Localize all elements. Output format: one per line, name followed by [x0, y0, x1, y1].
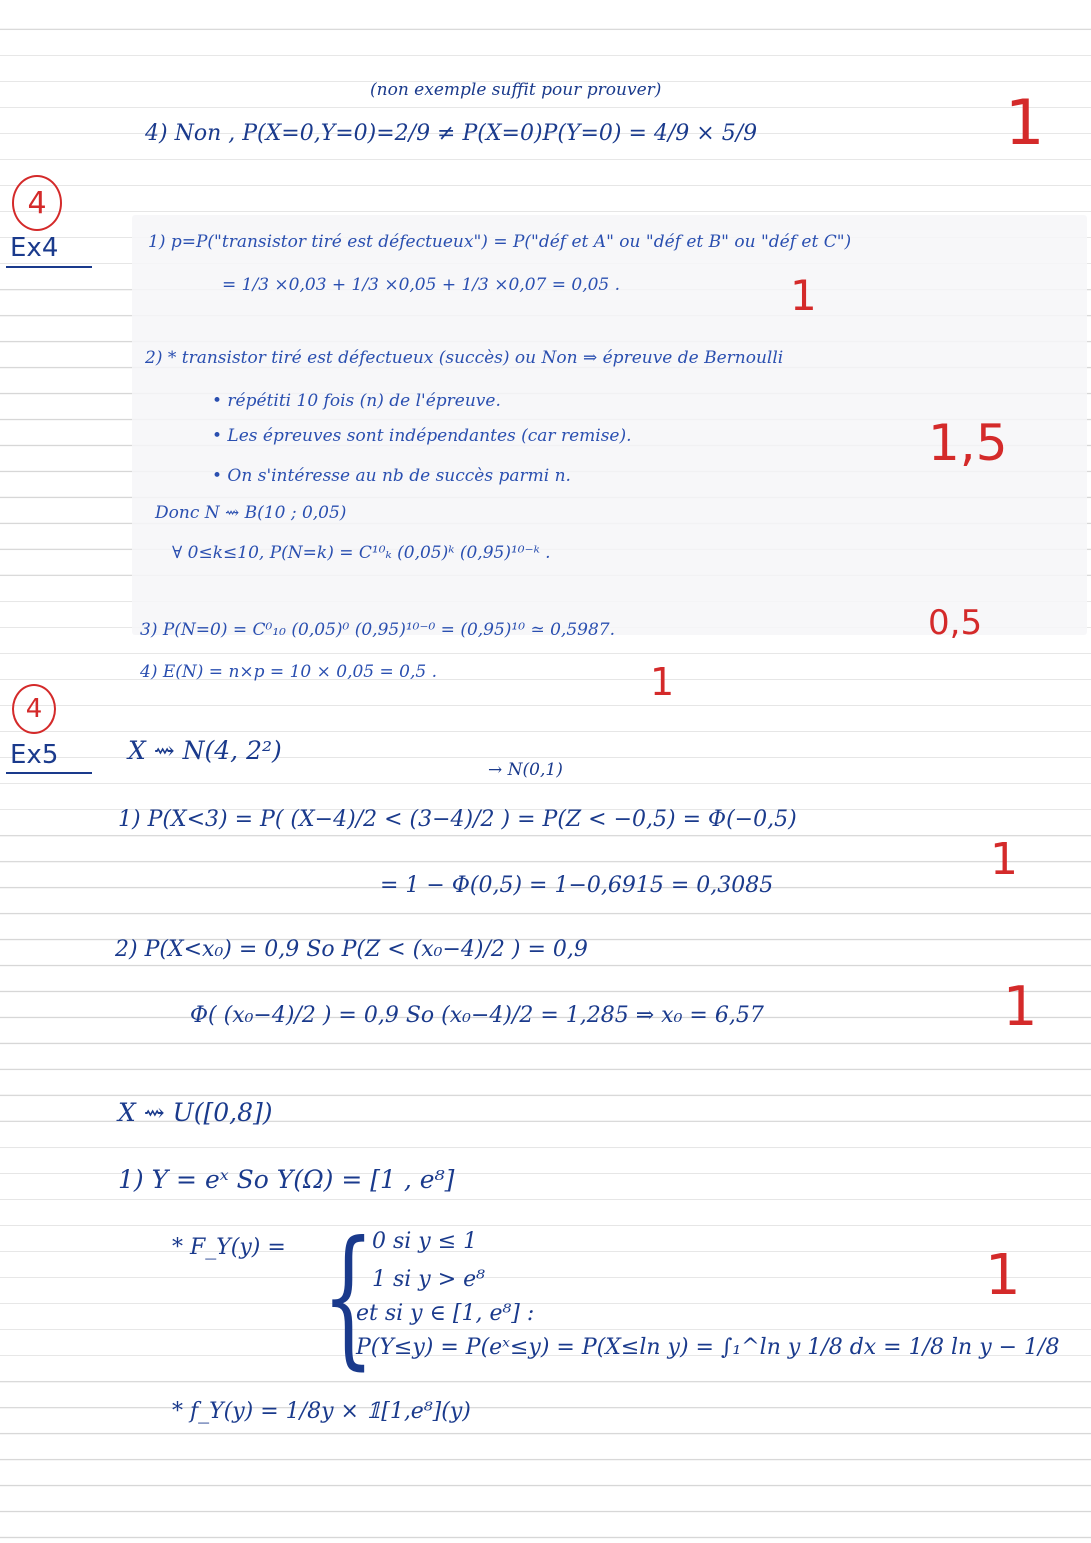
top-note: (non exemple suffit pour prouver): [370, 80, 662, 100]
ex5-density: * f_Y(y) = 1/8y × 𝟙[1,e⁸](y): [172, 1399, 471, 1424]
ex5-uniform-law: X ⇝ U([0,8]): [118, 1098, 273, 1127]
ex4-q2-line6: ∀ 0≤k≤10, P(N=k) = C¹⁰ₖ (0,05)ᵏ (0,95)¹⁰⁻ᵏ .: [172, 543, 551, 563]
ex5-cdf-label: * F_Y(y) =: [172, 1235, 286, 1260]
ex5-u1: 1) Y = eˣ So Y(Ω) = [1 , e⁸]: [118, 1165, 455, 1194]
piecewise-brace: {: [322, 1210, 375, 1384]
ex4-q3: 3) P(N=0) = C⁰₁₀ (0,05)⁰ (0,95)¹⁰⁻⁰ = (0,95)¹⁰ ≃ 0,5987.: [140, 620, 616, 640]
top-line: 4) Non , P(X=0,Y=0)=2/9 ≠ P(X=0)P(Y=0) = 4/9 × 5/9: [145, 121, 758, 146]
top-score: 1: [1005, 86, 1045, 159]
ex4-q1-line1: 1) p=P("transistor tiré est défectueux") = P("déf et A" ou "déf et B" ou "déf et C"): [148, 232, 852, 252]
ex5-cdf-case2: 1 si y > e⁸: [372, 1267, 485, 1292]
ex5-label-underline: [6, 772, 92, 774]
ex5-cdf-score: 1: [985, 1243, 1021, 1308]
ex5-q2-line1: 2) P(X<x₀) = 0,9 So P(Z < (x₀−4)/2 ) = 0,9: [115, 937, 588, 962]
ex5-q1-line2: = 1 − Φ(0,5) = 1−0,6915 = 0,3085: [380, 873, 774, 898]
ex4-q2-line2: • répétiti 10 fois (n) de l'épreuve.: [212, 391, 501, 411]
ex5-standard-normal-note: → N(0,1): [488, 760, 563, 780]
ex5-cdf-case3: et si y ∈ [1, e⁸] :: [356, 1301, 535, 1326]
ex4-q2-line1: 2) * transistor tiré est défectueux (succès) ou Non ⇒ épreuve de Bernoulli: [145, 348, 784, 368]
ex5-cdf-case3-detail: P(Y≤y) = P(eˣ≤y) = P(X≤ln y) = ∫₁^ln y 1/8 dx = 1/8 ln y − 1/8: [356, 1335, 1060, 1360]
ex4-label: Ex4: [10, 233, 59, 263]
ex4-q2-line3: • Les épreuves sont indépendantes (car remise).: [212, 426, 632, 446]
ex5-q2-score: 1: [1003, 975, 1038, 1038]
ex4-label-underline: [6, 266, 92, 268]
ex4-q4: 4) E(N) = n×p = 10 × 0,05 = 0,5 .: [140, 662, 438, 682]
ex4-q3-score: 0,5: [928, 603, 983, 643]
ex5-label: Ex5: [10, 740, 59, 770]
ex4-q1-score: 1: [790, 271, 817, 320]
ex4-q1-line2: = 1/3 ×0,03 + 1/3 ×0,05 + 1/3 ×0,07 = 0,05 .: [222, 275, 621, 295]
ex5-q1-score: 1: [990, 834, 1018, 885]
ex4-q4-score: 1: [650, 660, 675, 704]
ex4-q2-line5: Donc N ⇝ B(10 ; 0,05): [155, 503, 347, 523]
ex5-badge: 4: [12, 684, 56, 734]
ex4-q2-score: 1,5: [928, 414, 1008, 472]
ex5-law: X ⇝ N(4, 2²): [128, 736, 282, 765]
ex4-q2-line4: • On s'intéresse au nb de succès parmi n.: [212, 466, 571, 486]
ex5-q2-line2: Φ( (x₀−4)/2 ) = 0,9 So (x₀−4)/2 = 1,285 ⇒ x₀ = 6,57: [190, 1003, 764, 1028]
ex5-q1-line1: 1) P(X<3) = P( (X−4)/2 < (3−4)/2 ) = P(Z < −0,5) = Φ(−0,5): [118, 807, 797, 832]
ex4-badge: 4: [12, 175, 62, 231]
ex5-cdf-case1: 0 si y ≤ 1: [372, 1229, 478, 1254]
